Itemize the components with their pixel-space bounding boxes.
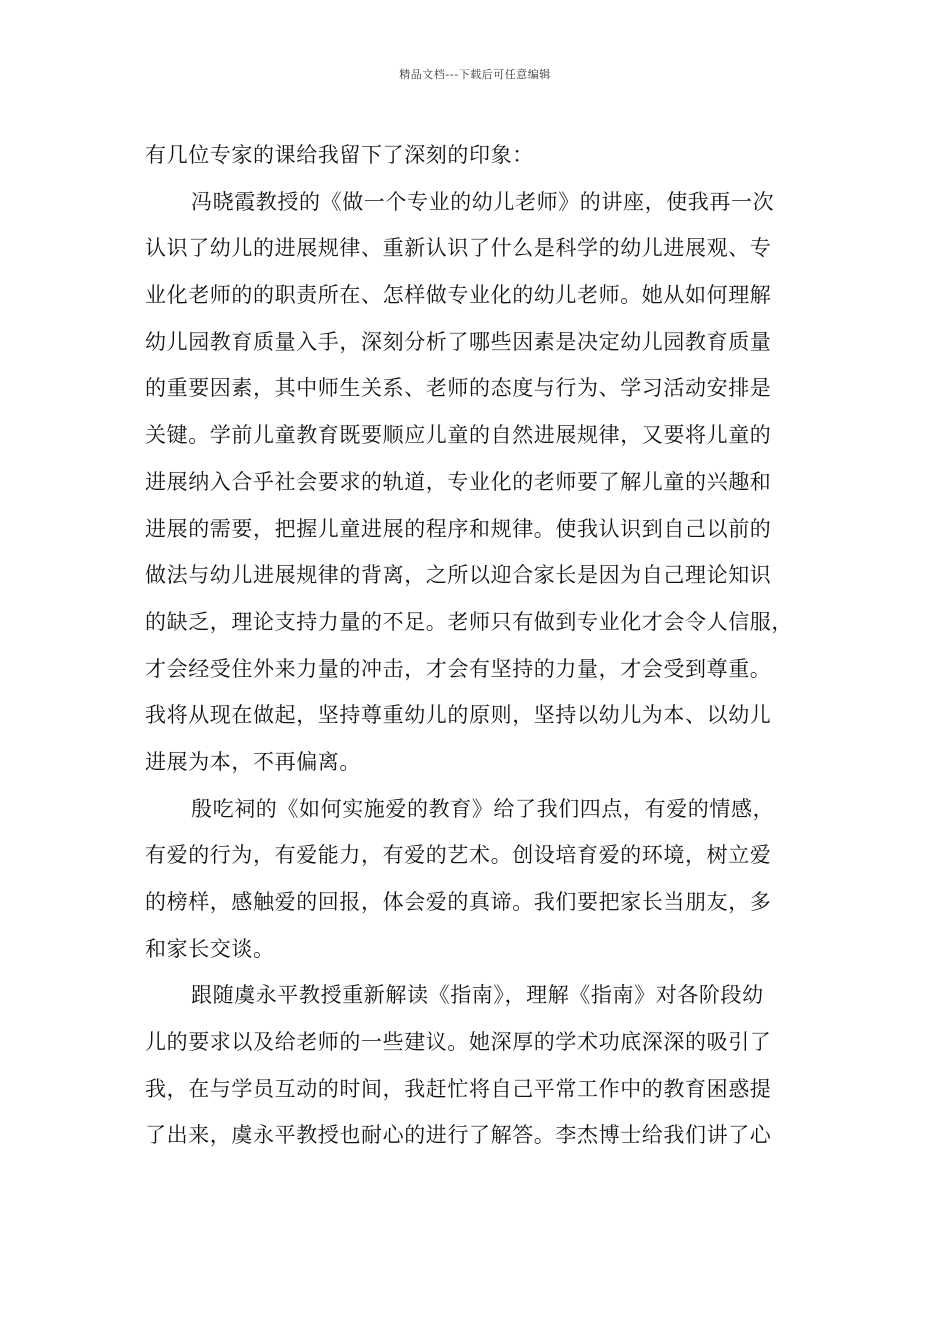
text-line: 冯晓霞教授的《做一个专业的幼儿老师》的讲座，使我再一次 [191, 189, 775, 214]
text-line: 跟随虞永平教授重新解读《指南》，理解《指南》对各阶段幼 [191, 983, 764, 1008]
text-line: 进展的需要，把握儿童进展的程序和规律。使我认识到自己以前的 [145, 516, 772, 541]
text-line: 和家长交谈。 [145, 936, 275, 961]
text-line: 业化老师的的职责所在、怎样做专业化的幼儿老师。她从如何理解 [145, 283, 772, 308]
text-line: 才会经受住外来力量的冲击，才会有坚持的力量，才会受到尊重。 [145, 656, 772, 681]
document-body [145, 132, 825, 1159]
text-line: 我将从现在做起，坚持尊重幼儿的原则，坚持以幼儿为本、以幼儿 [145, 703, 772, 728]
text-line: 幼儿园教育质量入手，深刻分析了哪些因素是决定幼儿园教育质量 [145, 329, 772, 354]
text-line: 有几位专家的课给我留下了深刻的印象： [145, 143, 534, 167]
text-line: 做法与幼儿进展规律的背离，之所以迎合家长是因为自己理论知识 [145, 563, 772, 588]
text-line: 进展为本，不再偏离。 [145, 749, 361, 774]
text-line: 的重要因素，其中师生关系、老师的态度与行为、学习活动安排是 [145, 376, 772, 401]
text-line: 进展纳入合乎社会要求的轨道，专业化的老师要了解儿童的兴趣和 [145, 469, 772, 494]
text-line: 的榜样，感触爱的回报，体会爱的真谛。我们要把家长当朋友，多 [145, 890, 772, 914]
text-line: 的缺乏，理论支持力量的不足。老师只有做到专业化才会令人信服， [145, 609, 793, 634]
text-line: 关键。学前儿童教育既要顺应儿童的自然进展规律，又要将儿童的 [145, 423, 772, 448]
page-header: 精品文档---下载后可任意编辑 [399, 68, 551, 81]
text-line: 了出来，虞永平教授也耐心的进行了解答。李杰博士给我们讲了心 [145, 1123, 772, 1148]
text-line: 认识了幼儿的进展规律、重新认识了什么是科学的幼儿进展观、专 [145, 236, 772, 261]
text-line: 儿的要求以及给老师的一些建议。她深厚的学术功底深深的吸引了 [145, 1030, 772, 1055]
text-line: 我，在与学员互动的时间，我赶忙将自己平常工作中的教育困惑提 [145, 1076, 772, 1101]
text-line: 殷吃祠的《如何实施爱的教育》给了我们四点，有爱的情感， [191, 796, 775, 821]
text-line: 有爱的行为，有爱能力，有爱的艺术。创设培育爱的环境，树立爱 [145, 843, 772, 868]
